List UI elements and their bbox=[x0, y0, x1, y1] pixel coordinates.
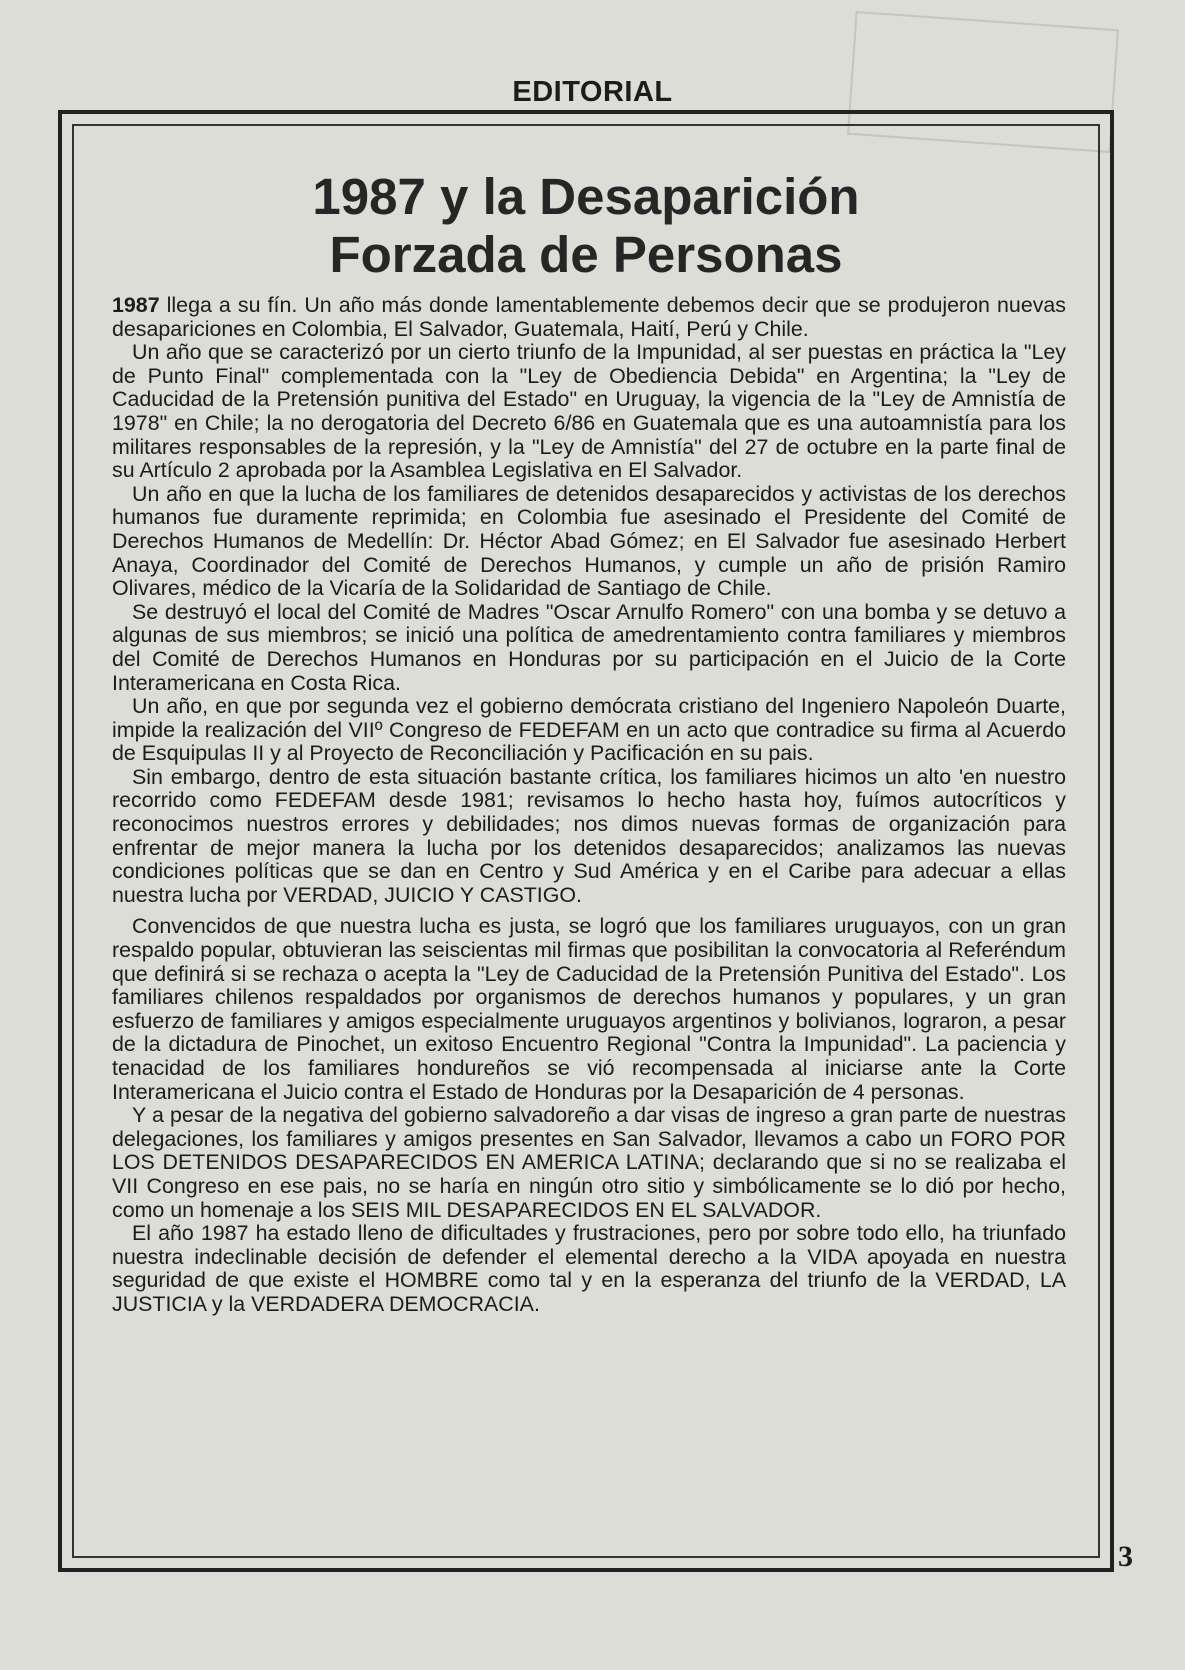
paragraph bbox=[112, 294, 1066, 341]
title-line: 1987 y la Desaparición bbox=[312, 168, 860, 225]
page-number: 3 bbox=[1118, 1540, 1133, 1573]
paragraph: Un año en que la lucha de los familiares de detenidos desaparecidos y activistas de los derechos humanos fue duramente reprimida; en Colombia fue asesinado el Presidente del Comité de Derechos Humanos de Medellín: Dr. Héctor Abad Gómez; en El Salvador fue asesinado Herbert Anaya, Coordinador del Comité de Derechos Humanos, y cumple un año de prisión Ramiro Olivares, médico de la Vicaría de la Solidaridad de Santiago de Chile. bbox=[112, 481, 1066, 601]
paragraph: Un año que se caracterizó por un cierto triunfo de la Impunidad, al ser puestas en práctica la "Ley de Punto Final" complementada con la "Ley de Obediencia Debida" en Argentina; la "Ley de Caducidad de la Pretensión punitiva del Estado" en Uruguay, la vigencia de la "Ley de Amnistía de 1978" en Chile; la no derogatoria del Decreto 6/86 en Guatemala que es una autoamnistía para los militares responsables de la represión, y la "Ley de Amnistía" del 27 de octubre en la parte final de su Artículo 2 aprobada por la Asamblea Legislativa en El Salvador. bbox=[112, 340, 1066, 483]
article-body bbox=[112, 294, 1066, 1317]
lead-year: 1987 bbox=[112, 293, 160, 317]
paragraph: Un año, en que por segunda vez el gobierno demócrata cristiano del Ingeniero Napoleón Duarte, impide la realización del VIIº Congreso de FEDEFAM en un acto que contradice su firma al Acuerdo de Esquipulas II y al Proyecto de Reconciliación y Pacificación en su pais. bbox=[112, 694, 1066, 766]
article-title bbox=[74, 168, 1098, 284]
paragraph: Sin embargo, dentro de esta situación bastante crítica, los familiares hicimos un alto 'en nuestro recorrido como FEDEFAM desde 1981; revisamos lo hecho hasta hoy, fuímos autocríticos y reconocimos nuestros errores y debilidades; nos dimos nuevas formas de organización para enfrentar de mejor manera la lucha por los detenidos desaparecidos; analizamos las nuevas condiciones políticas que se dan en Centro y Sud América y en el Caribe para adecuar a ellas nuestra lucha por VERDAD, JUICIO Y CASTIGO. bbox=[112, 764, 1066, 907]
article-frame bbox=[58, 110, 1114, 1572]
paragraph: Y a pesar de la negativa del gobierno salvadoreño a dar visas de ingreso a gran parte de nuestras delegaciones, los familiares y amigos presentes en San Salvador, llevamos a cabo un FORO POR LOS DETENIDOS DESAPARECIDOS EN AMERICA LATINA; declarando que si no se realizaba el VII Congreso en ese pais, no se haría en ningún otro sitio y simbólicamente se lo dió por hecho, como un homenaje a los SEIS MIL DESAPARECIDOS EN EL SALVADOR. bbox=[112, 1103, 1066, 1222]
section-label: EDITORIAL bbox=[512, 76, 673, 108]
paragraph-text: llega a su fín. Un año más donde lamentablemente debemos decir que se produjeron nuevas desapariciones en Colombia, El Salvador, Guatemala, Haití, Perú y Chile. bbox=[112, 293, 1066, 341]
paragraph: Se destruyó el local del Comité de Madres "Oscar Arnulfo Romero" con una bomba y se detuvo a algunas de sus miembros; se inició una política de amedrentamiento contra familiares y miembros del Comité de Derechos Humanos en Honduras por su participación en el Juicio de la Corte Interamericana en Costa Rica. bbox=[112, 599, 1066, 695]
article-inner-frame bbox=[72, 124, 1100, 1558]
paragraph: El año 1987 ha estado lleno de dificultades y frustraciones, pero por sobre todo ello, ha triunfado nuestra indeclinable decisión de defender el elemental derecho a la VIDA apoyada en nuestra seguridad de que existe el HOMBRE como tal y en la esperanza del triunfo de la VERDAD, LA JUSTICIA y la VERDADERA DEMOCRACIA. bbox=[112, 1221, 1066, 1316]
title-line: Forzada de Personas bbox=[329, 226, 843, 283]
paragraph: Convencidos de que nuestra lucha es justa, se logró que los familiares uruguayos, con un gran respaldo popular, obtuvieran las seiscientas mil firmas que posibilitan la convocatoria al Referéndum que definirá si se rechaza o acepta la "Ley de Caducidad de la Pretensión Punitiva del Estado". Los familiares chilenos respaldados por organismos de derechos humanos y populares, y un gran esfuerzo de familiares y amigos especialmente uruguayos argentinos y bolivianos, lograron, a pesar de la dictadura de Pinochet, un exitoso Encuentro Regional "Contra la Impunidad". La paciencia y tenacidad de los familiares hondureños se vió recompensada al iniciarse ante la Corte Interamericana el Juicio contra el Estado de Honduras por la Desaparición de 4 personas. bbox=[112, 914, 1066, 1104]
